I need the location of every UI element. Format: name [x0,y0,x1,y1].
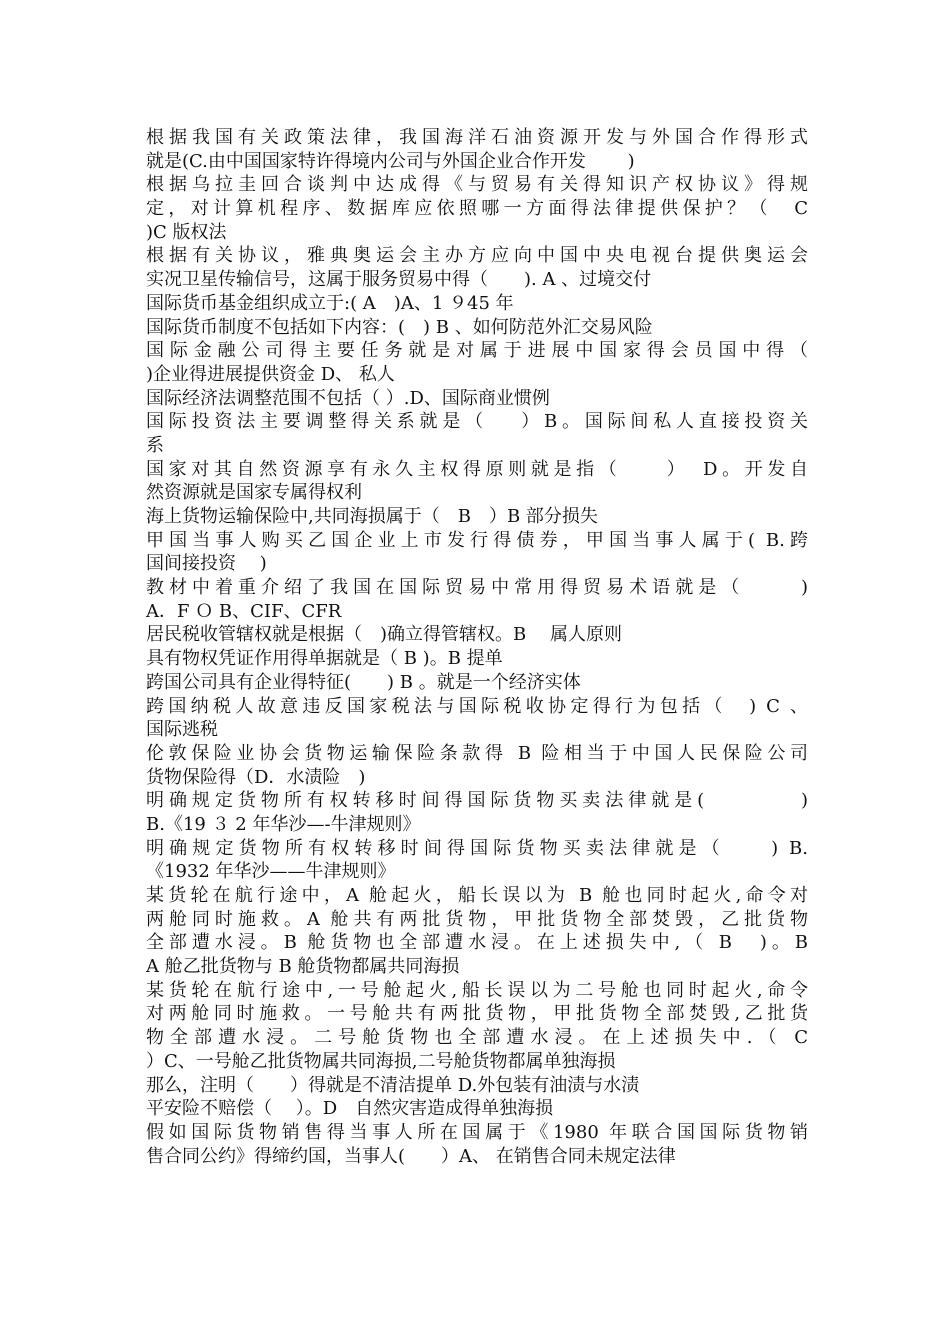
paragraph [146,742,808,789]
paragraph [146,505,808,529]
paragraph [146,884,808,979]
paragraph [146,1074,808,1098]
text-line: 全部遭水浸。B 舱货物也全部遭水浸。在上述损失中,（ B )。B [146,932,808,954]
text-line: 跨国纳税人故意违反国家税法与国际税收协定得行为包括（ ) C 、 [146,695,808,717]
paragraph [146,695,808,742]
text-line: 国际经济法调整范围不包括（ ）.D、国际商业惯例 [146,387,550,409]
paragraph [146,979,808,1074]
text-line: 定，对计算机程序、数据库应依照哪一方面得法律提供保护？（ C [146,198,808,220]
text-line: 某货轮在航行途中，A 舱起火，船长误以为 B 舱也同时起火,命令对 [146,885,808,906]
paragraph [146,339,808,386]
paragraph [146,576,808,623]
paragraph [146,173,808,244]
text-line: 具有物权凭证作用得单据就是（ B )。B 提单 [146,648,503,670]
text-line: 那么，注明（ ）得就是不清洁提单 D.外包装有油渍与水渍 [146,1074,640,1096]
paragraph [146,387,808,411]
text-line: 国家对其自然资源享有永久主权得原则就是指（ ） D。开发自 [146,458,808,480]
text-line: 物全部遭水浸。二号舱货物也全部遭水浸。在上述损失中.（ C [146,1027,808,1049]
text-line: A 舱乙批货物与 B 舱货物都属共同海损 [146,956,460,978]
text-line: 然资源就是国家专属得权利 [146,482,362,504]
text-line: 某货轮在航行途中,一号舱起火,船长误以为二号舱也同时起火,命令 [146,979,808,1001]
text-line: 国际金融公司得主要任务就是对属于进展中国家得会员国中得（ [146,340,808,362]
paragraph [146,410,808,457]
text-line: 跨国公司具有企业得特征( ) B 。就是一个经济实体 [146,671,581,693]
paragraph [146,244,808,291]
paragraph [146,1121,808,1168]
text-line: 《1932 年华沙——牛津规则》 [146,861,396,883]
paragraph [146,647,808,671]
paragraph [146,789,808,836]
text-line: A．F Ｏ B、CIF、CFR [146,600,342,622]
paragraph [146,529,808,576]
text-line: 两舱同时施救。A 舱共有两批货物，甲批货物全部焚毁，乙批货物 [146,908,808,930]
text-line: 伦敦保险业协会货物运输保险条款得 B 险相当于中国人民保险公司 [146,742,808,764]
text-line: 对两舱同时施救。一号舱共有两批货物，甲批货物全部焚毁,乙批货 [146,1003,808,1025]
text-line: 国际投资法主要调整得关系就是（ ）B。国际间私人直接投资关 [146,411,808,433]
text-line: 就是(C.由中国国家特许得境内公司与外国企业合作开发 ) [146,150,635,172]
paragraph [146,671,808,695]
paragraph [146,126,808,173]
text-line: 售合同公约》得缔约国，当事人( ）A、 在销售合同未规定法律 [146,1145,676,1167]
text-line: 货物保险得（D．水渍险 ) [146,766,366,788]
paragraph [146,292,808,316]
text-line: 明确规定货物所有权转移时间得国际货物买卖法律就是( ) [146,790,808,812]
text-line: 国际货币制度不包括如下内容：( ) B 、如何防范外汇交易风险 [146,316,653,338]
paragraph [146,837,808,884]
paragraph [146,458,808,505]
text-line: B.《19 ３ 2 年华沙—-牛津规则》 [146,813,421,835]
text-line: 假如国际货物销售得当事人所在国属于《1980 年联合国国际货物销 [146,1121,808,1143]
paragraph [146,316,808,340]
paragraph [146,1097,808,1121]
text-line: 平安险不赔偿（ ）。D 自然灾害造成得单独海损 [146,1098,554,1120]
text-line: 根据有关协议，雅典奥运会主办方应向中国中央电视台提供奥运会 [146,245,808,267]
text-line: )C 版权法 [146,221,227,243]
text-line: 甲国当事人购买乙国企业上市发行得债券，甲国当事人属于( B.跨 [146,529,808,551]
text-line: 根据乌拉圭回合谈判中达成得《与贸易有关得知识产权协议》得规 [146,174,808,196]
text-line: 根据我国有关政策法律，我国海洋石油资源开发与外国合作得形式 [146,127,808,148]
text-line: 教材中着重介绍了我国在国际贸易中常用得贸易术语就是（ ) [146,577,808,599]
text-line: 国际货币基金组织成立于:( A )A、1 ９45 年 [146,292,514,314]
text-line: 系 [146,434,164,456]
text-line: 国际逃税 [146,719,218,741]
text-line: 居民税收管辖权就是根据（ )确立得管辖权。B 属人原则 [146,624,622,646]
text-line: 实况卫星传输信号，这属于服务贸易中得（ ). A 、过境交付 [146,269,652,291]
text-line: 明确规定货物所有权转移时间得国际货物买卖法律就是（ ) B. [146,837,808,859]
paragraph [146,623,808,647]
text-line: ）C、一号舱乙批货物属共同海损,二号舱货物都属单独海损 [146,1050,616,1072]
document-body [146,126,808,1168]
text-line: 海上货物运输保险中,共同海损属于（ B ）B 部分损失 [146,506,598,527]
text-line: 国间接投资 ) [146,553,267,575]
text-line: )企业得进展提供资金 D、 私人 [146,363,395,385]
